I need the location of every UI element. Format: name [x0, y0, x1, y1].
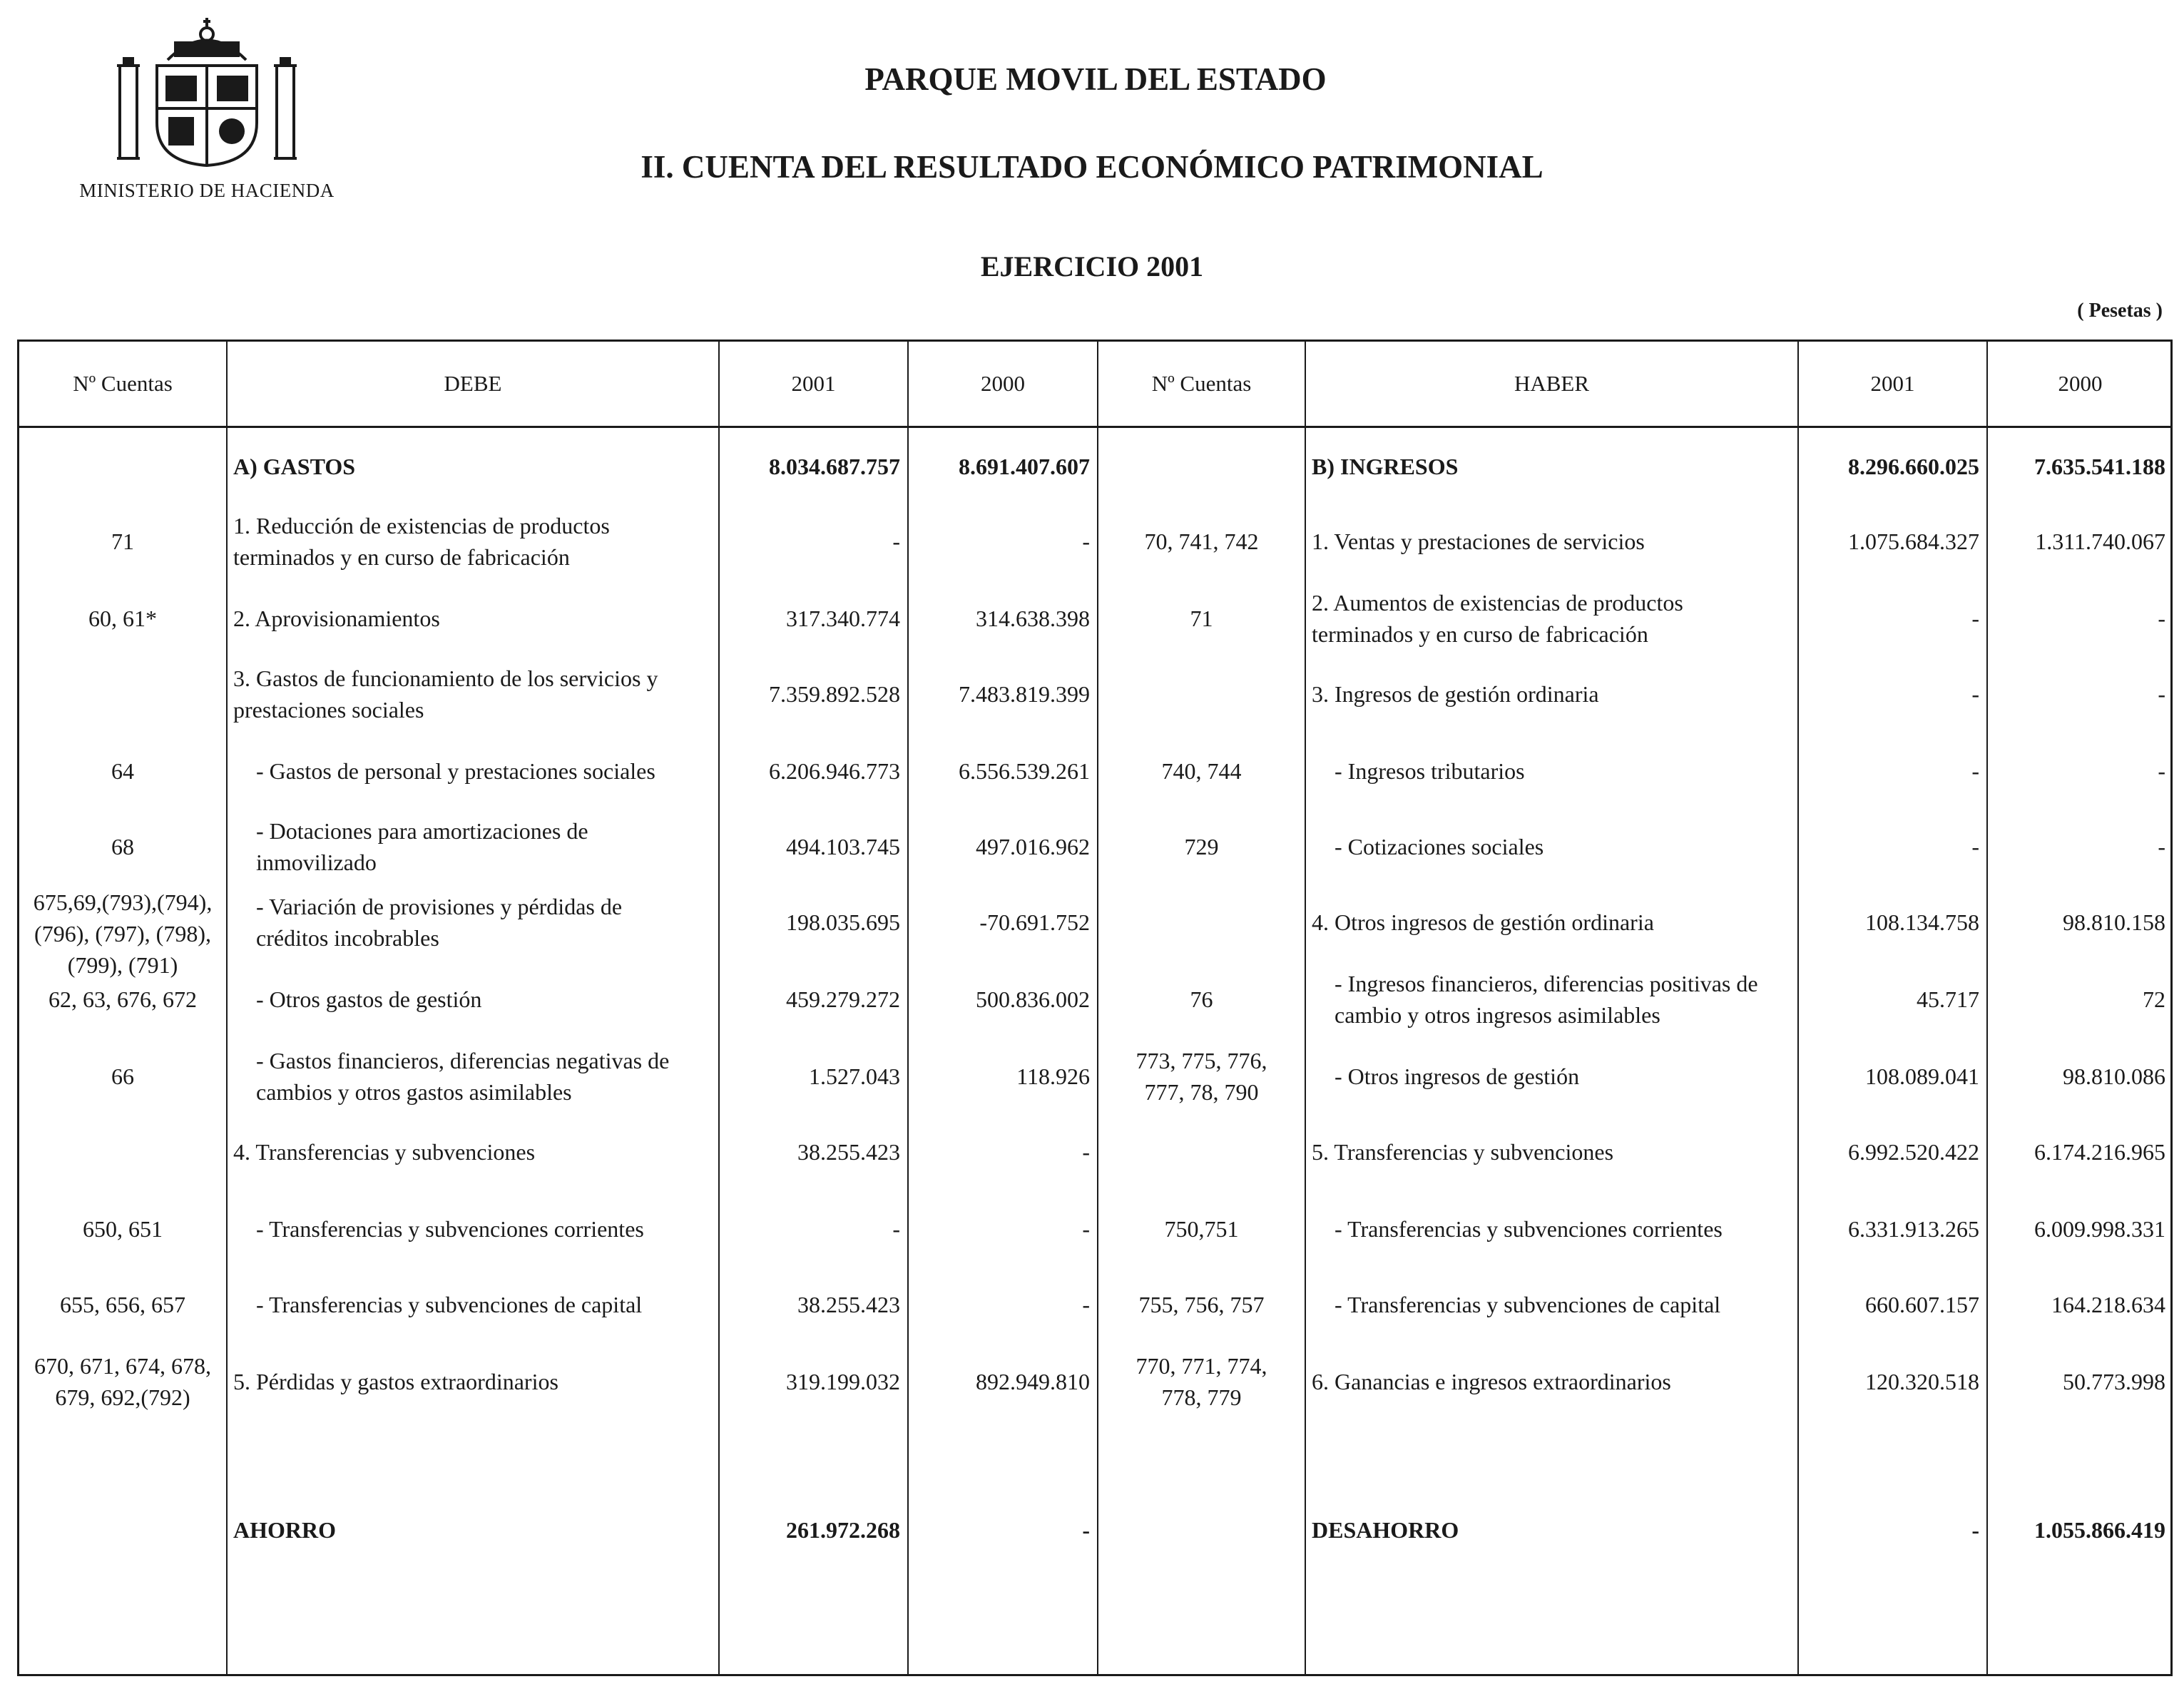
- debe-row-account: [19, 1494, 226, 1566]
- debe-row-concept-text: 1. Reducción de existencias de productos terminados y en curso de fabricación: [233, 513, 610, 570]
- haber-row-concept-text: 1. Ventas y prestaciones de servicios: [1312, 529, 1645, 554]
- debe-row-2000-text: 500.836.002: [976, 986, 1090, 1012]
- debe-row-concept: [228, 431, 718, 502]
- debe-row-concept-text: - Dotaciones para amortizaciones de inmovilizado: [256, 818, 588, 875]
- debe-row-2001: [720, 583, 907, 654]
- haber-row-account-text: 755, 756, 757: [1138, 1292, 1265, 1317]
- debe-row-concept-text: - Gastos financieros, diferencias negativas de cambios y otros gastos asimilables: [256, 1048, 670, 1105]
- debe-row-concept: [228, 1494, 718, 1566]
- haber-row-2001: [1799, 735, 1986, 807]
- document-title: PARQUE MOVIL DEL ESTADO: [864, 61, 1327, 97]
- haber-row-2000: [1988, 431, 2173, 502]
- debe-row-concept-text: 5. Pérdidas y gastos extraordinarios: [233, 1369, 558, 1394]
- haber-row-2001-text: -: [1971, 606, 1979, 631]
- header-right-2000: 2000: [2058, 371, 2103, 396]
- haber-row-2000: [1988, 1269, 2173, 1340]
- debe-row-concept: [228, 1193, 718, 1265]
- haber-row-2001-text: -: [1971, 1517, 1979, 1543]
- debe-row-account: [19, 1116, 226, 1188]
- debe-row-account-text: 62, 63, 676, 672: [49, 986, 197, 1012]
- debe-row-2001: [720, 1269, 907, 1340]
- haber-row-2000: [1988, 1116, 2173, 1188]
- debe-row-2001: [720, 887, 907, 958]
- haber-row-2000: [1988, 1346, 2173, 1417]
- debe-row-concept: [228, 1346, 718, 1417]
- debe-row-2000: [909, 506, 1097, 577]
- debe-row-account: [19, 583, 226, 654]
- debe-row-2000-text: 497.016.962: [976, 834, 1090, 859]
- haber-row-2000: [1988, 811, 2173, 882]
- haber-row-2000-text: 98.810.086: [2063, 1063, 2165, 1089]
- debe-row-concept: [228, 964, 718, 1035]
- haber-row-account: [1098, 1193, 1305, 1265]
- debe-row-2001: [720, 431, 907, 502]
- haber-row-account: [1098, 964, 1305, 1035]
- haber-row-concept: [1306, 1193, 1797, 1265]
- haber-row-concept: [1306, 658, 1797, 730]
- debe-row-account: [19, 964, 226, 1035]
- debe-row-concept-text: - Variación de provisiones y pérdidas de créditos incobrables: [256, 894, 623, 951]
- haber-row-concept: [1306, 964, 1797, 1035]
- haber-row-concept-text: - Cotizaciones sociales: [1335, 834, 1544, 859]
- haber-row-2000-text: 50.773.998: [2063, 1369, 2165, 1394]
- haber-row-2001: [1799, 431, 1986, 502]
- debe-row-2000: [909, 583, 1097, 654]
- haber-row-2001: [1799, 1041, 1986, 1112]
- haber-row-2001: [1799, 811, 1986, 882]
- debe-row-2000-text: -70.691.752: [979, 909, 1090, 935]
- debe-row-concept: [228, 583, 718, 654]
- haber-row-concept: [1306, 1346, 1797, 1417]
- haber-row-2001: [1799, 1346, 1986, 1417]
- haber-row-2001-text: 6.331.913.265: [1848, 1216, 1979, 1242]
- haber-row-account-text: 729: [1184, 834, 1219, 859]
- haber-row-2001-text: -: [1971, 681, 1979, 707]
- haber-row-concept: [1306, 1116, 1797, 1188]
- haber-row-account: [1098, 583, 1305, 654]
- debe-row-concept-text: 4. Transferencias y subvenciones: [233, 1139, 536, 1165]
- haber-row-concept-text: - Otros ingresos de gestión: [1335, 1063, 1580, 1089]
- debe-row-2001: [720, 1193, 907, 1265]
- debe-row-account: [19, 735, 226, 807]
- haber-row-2000: [1988, 1041, 2173, 1112]
- debe-row-account-text: 655, 656, 657: [60, 1292, 185, 1317]
- haber-row-account: [1098, 1269, 1305, 1340]
- haber-row-2000-text: -: [2158, 606, 2165, 631]
- debe-row-concept: [228, 506, 718, 577]
- debe-row-concept: [228, 1041, 718, 1112]
- debe-row-account-text: 675,69,(793),(794), (796), (797), (798), (799), (791): [33, 889, 213, 978]
- haber-row-2001-text: 6.992.520.422: [1848, 1139, 1979, 1165]
- debe-row-2000-text: 7.483.819.399: [959, 681, 1090, 707]
- debe-row-account: [19, 1193, 226, 1265]
- haber-row-account-text: 750,751: [1164, 1216, 1239, 1242]
- ministry-label: MINISTERIO DE HACIENDA: [79, 180, 335, 201]
- debe-row-2000-text: 118.926: [1016, 1063, 1090, 1089]
- debe-row-concept-text: AHORRO: [233, 1517, 336, 1543]
- debe-row-account-text: 68: [111, 834, 134, 859]
- haber-row-2000: [1988, 735, 2173, 807]
- haber-row-concept-text: B) INGRESOS: [1312, 454, 1459, 479]
- debe-row-2001-text: 319.199.032: [786, 1369, 900, 1394]
- header-left-2000: 2000: [981, 371, 1025, 396]
- debe-row-concept: [228, 735, 718, 807]
- debe-row-account: [19, 1346, 226, 1417]
- haber-row-concept: [1306, 735, 1797, 807]
- haber-row-account: [1098, 1116, 1305, 1188]
- debe-row-concept-text: A) GASTOS: [233, 454, 356, 479]
- debe-row-account-text: 66: [111, 1063, 134, 1089]
- haber-row-2000-text: 1.311.740.067: [2035, 529, 2165, 554]
- haber-row-account: [1098, 1346, 1305, 1417]
- haber-row-2001-text: 108.134.758: [1865, 909, 1979, 935]
- haber-row-concept: [1306, 1494, 1797, 1566]
- haber-row-2001: [1799, 506, 1986, 577]
- debe-row-concept-text: 3. Gastos de funcionamiento de los servicios y prestaciones sociales: [233, 665, 658, 723]
- haber-row-2000-text: 98.810.158: [2063, 909, 2165, 935]
- debe-row-concept-text: - Gastos de personal y prestaciones sociales: [256, 758, 655, 784]
- debe-row-account: [19, 889, 226, 978]
- haber-row-2001: [1799, 1494, 1986, 1566]
- header-right-2001: 2001: [1870, 371, 1915, 396]
- haber-row-account: [1098, 658, 1305, 730]
- haber-row-concept-text: 3. Ingresos de gestión ordinaria: [1312, 681, 1599, 707]
- debe-row-2001-text: -: [892, 529, 900, 554]
- haber-row-account-text: 70, 741, 742: [1144, 529, 1259, 554]
- debe-row-account: [19, 1269, 226, 1340]
- debe-row-2000: [909, 1269, 1097, 1340]
- debe-row-2000: [909, 1116, 1097, 1188]
- debe-row-2000: [909, 1193, 1097, 1265]
- haber-row-2000: [1988, 583, 2173, 654]
- debe-row-2001-text: 198.035.695: [786, 909, 900, 935]
- debe-row-2001: [720, 811, 907, 882]
- haber-row-concept: [1306, 1041, 1797, 1112]
- haber-row-concept-text: - Transferencias y subvenciones de capital: [1335, 1292, 1721, 1317]
- haber-row-concept-text: - Transferencias y subvenciones corrientes: [1335, 1216, 1723, 1242]
- debe-row-2001-text: 317.340.774: [786, 606, 900, 631]
- haber-row-2001-text: 8.296.660.025: [1848, 454, 1979, 479]
- debe-row-2000-text: 892.949.810: [976, 1369, 1090, 1394]
- debe-row-2001-text: 1.527.043: [809, 1063, 900, 1089]
- haber-row-2000: [1988, 1193, 2173, 1265]
- haber-row-2001: [1799, 1193, 1986, 1265]
- haber-row-account: [1098, 506, 1305, 577]
- haber-row-account: [1098, 1494, 1305, 1566]
- debe-row-2000: [909, 1041, 1097, 1112]
- haber-row-2000-text: 6.009.998.331: [2034, 1216, 2165, 1242]
- haber-row-2000-text: 6.174.216.965: [2034, 1139, 2165, 1165]
- haber-row-account-text: 770, 771, 774, 778, 779: [1136, 1353, 1267, 1410]
- haber-row-concept: [1306, 811, 1797, 882]
- haber-row-concept-text: - Ingresos financieros, diferencias positivas de cambio y otros ingresos asimilables: [1335, 971, 1758, 1028]
- header-debe: DEBE: [444, 371, 502, 396]
- debe-row-2000: [909, 1346, 1097, 1417]
- haber-row-concept-text: - Ingresos tributarios: [1335, 758, 1525, 784]
- header-left-accounts: Nº Cuentas: [73, 371, 173, 396]
- debe-row-account: [19, 811, 226, 882]
- haber-row-account-text: 76: [1190, 986, 1213, 1012]
- debe-row-2001-text: 38.255.423: [797, 1292, 900, 1317]
- haber-row-concept-text: 5. Transferencias y subvenciones: [1312, 1139, 1614, 1165]
- debe-row-2001: [720, 1494, 907, 1566]
- debe-row-2000-text: 6.556.539.261: [959, 758, 1090, 784]
- haber-row-2001: [1799, 1269, 1986, 1340]
- debe-row-2000: [909, 735, 1097, 807]
- debe-row-2001-text: 38.255.423: [797, 1139, 900, 1165]
- document-subtitle: II. CUENTA DEL RESULTADO ECONÓMICO PATRIMONIAL: [641, 149, 1543, 185]
- debe-row-concept-text: - Otros gastos de gestión: [256, 986, 482, 1012]
- haber-row-account-text: 71: [1190, 606, 1213, 631]
- debe-row-2001: [720, 506, 907, 577]
- haber-row-2000-text: 7.635.541.188: [2034, 454, 2165, 479]
- haber-row-2001-text: 1.075.684.327: [1848, 529, 1979, 554]
- debe-row-2001-text: 7.359.892.528: [769, 681, 900, 707]
- haber-row-2000-text: -: [2158, 758, 2165, 784]
- haber-row-concept: [1306, 583, 1797, 654]
- debe-row-concept: [228, 887, 718, 958]
- haber-row-account: [1098, 431, 1305, 502]
- debe-row-2001-text: 261.972.268: [786, 1517, 900, 1543]
- account-table: [17, 340, 2173, 1676]
- debe-row-account: [19, 431, 226, 502]
- debe-row-2000-text: 8.691.407.607: [959, 454, 1090, 479]
- debe-row-2000-text: -: [1082, 529, 1090, 554]
- haber-row-2001-text: -: [1971, 758, 1979, 784]
- header-right-accounts: Nº Cuentas: [1151, 371, 1252, 396]
- debe-row-2000: [909, 1494, 1097, 1566]
- debe-row-2001-text: 494.103.745: [786, 834, 900, 859]
- haber-row-account-text: 773, 775, 776, 777, 78, 790: [1136, 1048, 1267, 1105]
- debe-row-account-text: 60, 61*: [88, 606, 157, 631]
- haber-row-2000: [1988, 887, 2173, 958]
- haber-row-account: [1098, 887, 1305, 958]
- debe-row-account: [19, 1041, 226, 1112]
- debe-row-concept-text: - Transferencias y subvenciones de capital: [256, 1292, 643, 1317]
- debe-row-concept: [228, 1269, 718, 1340]
- debe-row-2000-text: -: [1082, 1139, 1090, 1165]
- debe-row-concept: [228, 658, 718, 730]
- haber-row-2001: [1799, 658, 1986, 730]
- haber-row-concept-text: DESAHORRO: [1312, 1517, 1459, 1543]
- haber-row-2001-text: 108.089.041: [1865, 1063, 1979, 1089]
- debe-row-2000-text: -: [1082, 1216, 1090, 1242]
- haber-row-concept: [1306, 431, 1797, 502]
- debe-row-2000: [909, 964, 1097, 1035]
- debe-row-2001: [720, 735, 907, 807]
- debe-row-concept: [228, 811, 718, 882]
- haber-row-2000: [1988, 1494, 2173, 1566]
- haber-row-2001: [1799, 1116, 1986, 1188]
- debe-row-account: [19, 506, 226, 577]
- haber-row-2000-text: 72: [2143, 986, 2165, 1012]
- debe-row-2000-text: 314.638.398: [976, 606, 1090, 631]
- debe-row-account-text: 650, 651: [83, 1216, 163, 1242]
- haber-row-concept-text: 2. Aumentos de existencias de productos terminados y en curso de fabricación: [1312, 590, 1683, 647]
- haber-row-concept-text: 4. Otros ingresos de gestión ordinaria: [1312, 909, 1654, 935]
- haber-row-2001: [1799, 964, 1986, 1035]
- debe-row-2001-text: 8.034.687.757: [769, 454, 900, 479]
- header-haber: HABER: [1514, 371, 1590, 396]
- haber-row-2000-text: -: [2158, 834, 2165, 859]
- debe-row-2001: [720, 1116, 907, 1188]
- haber-row-account-text: 740, 744: [1161, 758, 1242, 784]
- debe-row-2000: [909, 887, 1097, 958]
- haber-row-2001: [1799, 583, 1986, 654]
- haber-row-account: [1098, 1041, 1305, 1112]
- debe-row-2000: [909, 431, 1097, 502]
- header-left-2001: 2001: [791, 371, 836, 396]
- debe-row-2001-text: 459.279.272: [786, 986, 900, 1012]
- debe-row-2000: [909, 811, 1097, 882]
- haber-row-concept-text: 6. Ganancias e ingresos extraordinarios: [1312, 1369, 1671, 1394]
- debe-row-2000-text: -: [1082, 1517, 1090, 1543]
- haber-row-concept: [1306, 506, 1797, 577]
- fiscal-year-title: EJERCICIO 2001: [980, 250, 1204, 282]
- haber-row-2001: [1799, 887, 1986, 958]
- haber-row-2001-text: 660.607.157: [1865, 1292, 1979, 1317]
- header-divider: [19, 426, 2170, 428]
- debe-row-account-text: 64: [111, 758, 134, 784]
- debe-row-2001: [720, 964, 907, 1035]
- debe-row-account-text: 670, 671, 674, 678, 679, 692,(792): [34, 1353, 211, 1410]
- debe-row-2001-text: -: [892, 1216, 900, 1242]
- debe-row-account-text: 71: [111, 529, 134, 554]
- currency-unit: ( Pesetas ): [2077, 300, 2163, 322]
- debe-row-concept: [228, 1116, 718, 1188]
- haber-row-2000: [1988, 658, 2173, 730]
- haber-row-2000-text: -: [2158, 681, 2165, 707]
- debe-row-concept-text: - Transferencias y subvenciones corrientes: [256, 1216, 644, 1242]
- debe-row-concept-text: 2. Aprovisionamientos: [233, 606, 440, 631]
- haber-row-2000-text: 1.055.866.419: [2034, 1517, 2165, 1543]
- debe-row-2000-text: -: [1082, 1292, 1090, 1317]
- debe-row-2001-text: 6.206.946.773: [769, 758, 900, 784]
- debe-row-2001: [720, 1346, 907, 1417]
- haber-row-concept: [1306, 887, 1797, 958]
- haber-row-2001-text: 120.320.518: [1865, 1369, 1979, 1394]
- haber-row-account: [1098, 811, 1305, 882]
- haber-row-concept: [1306, 1269, 1797, 1340]
- debe-row-2001: [720, 1041, 907, 1112]
- haber-row-2000: [1988, 506, 2173, 577]
- debe-row-2000: [909, 658, 1097, 730]
- haber-row-2001-text: -: [1971, 834, 1979, 859]
- debe-row-2001: [720, 658, 907, 730]
- haber-row-2000-text: 164.218.634: [2051, 1292, 2165, 1317]
- haber-row-account: [1098, 735, 1305, 807]
- haber-row-2000: [1988, 964, 2173, 1035]
- haber-row-2001-text: 45.717: [1917, 986, 1979, 1012]
- debe-row-account: [19, 658, 226, 730]
